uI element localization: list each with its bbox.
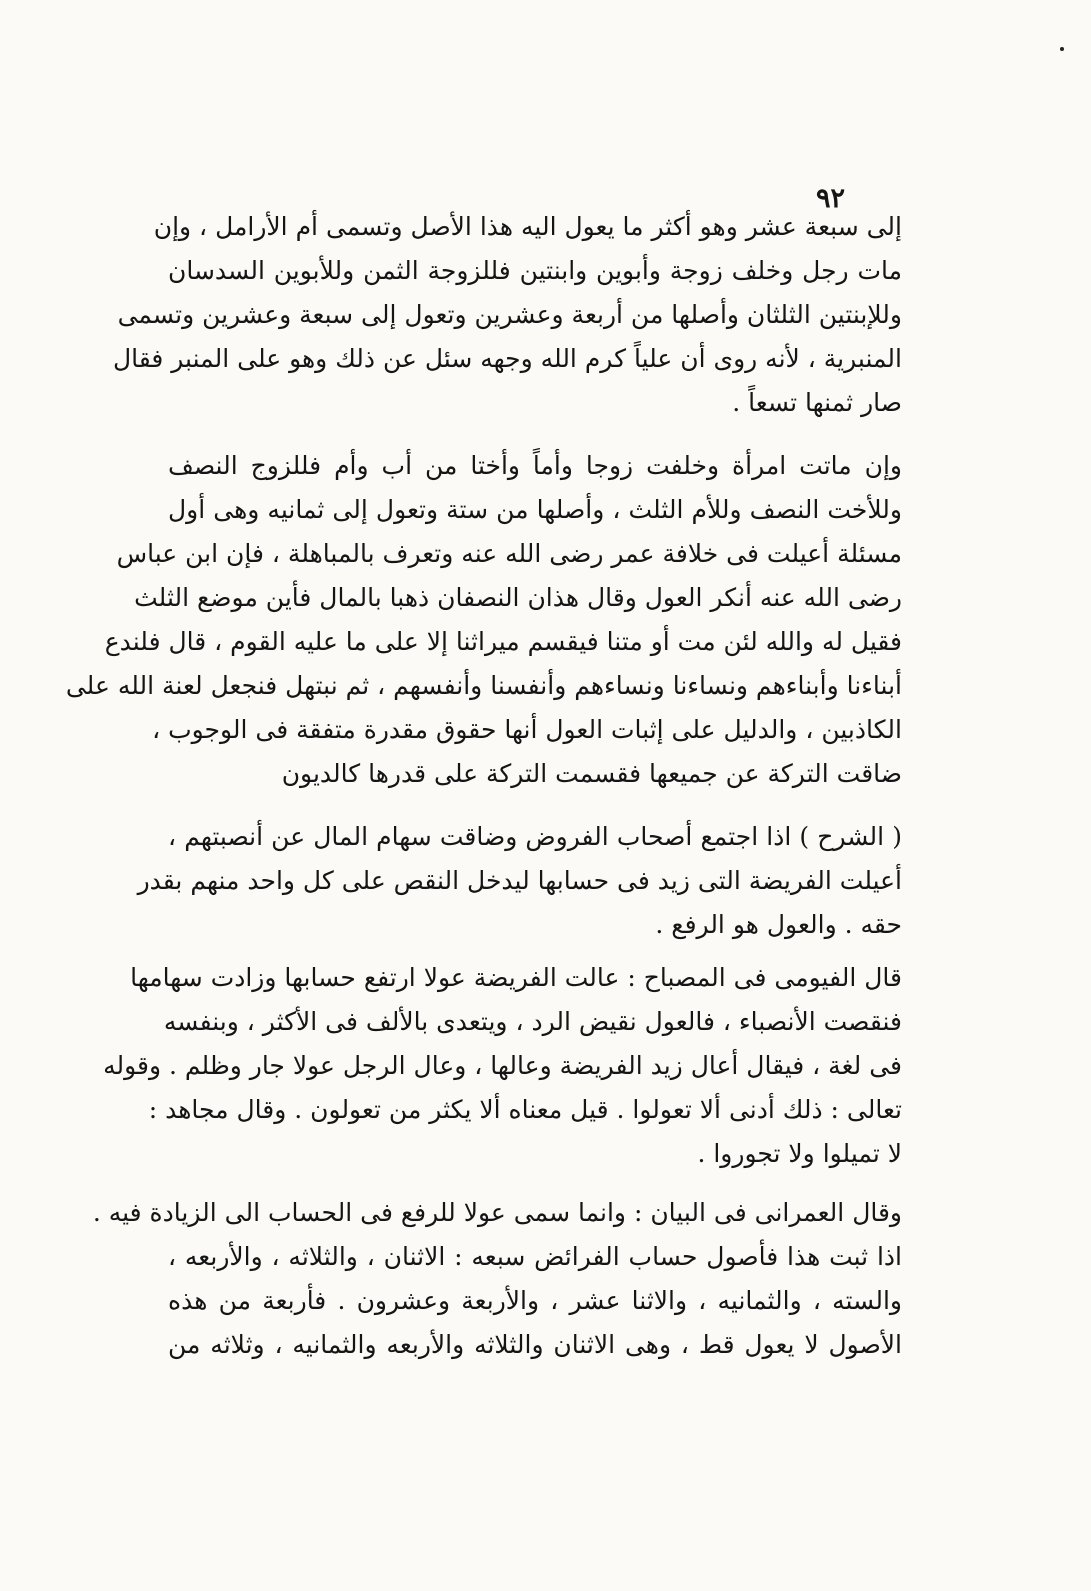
text-line: تعالى : ذلك أدنى ألا تعولوا . قيل معناه ألا يكثر من تعولون . وقال مجاهد : <box>148 1095 902 1124</box>
text-line: قال الفيومى فى المصباح : عالت الفريضة عولا ارتفع حسابها وزادت سهامها <box>130 963 902 992</box>
paragraph-5 <box>92 1191 902 1367</box>
paragraph-2 <box>65 444 902 796</box>
paragraph-3 <box>137 815 902 947</box>
text-line: المنبرية ، لأنه روى أن علياً كرم الله وجهه سئل عن ذلك وهو على المنبر فقال <box>112 344 902 373</box>
text-line: ضاقت التركة عن جميعها فقسمت التركة على قدرها كالديون <box>281 759 902 788</box>
page-number: ٩٢ <box>816 183 846 214</box>
text-line: لا تميلوا ولا تجوروا . <box>697 1139 902 1168</box>
scan-speck <box>1060 47 1064 51</box>
paragraph-1 <box>112 205 902 425</box>
text-line: اذا ثبت هذا فأصول حساب الفرائض سبعه : الاثنان ، والثلاثه ، والأربعه ، <box>168 1242 902 1271</box>
text-line: وللإبنتين الثلثان وأصلها من أربعة وعشرين وتعول إلى سبعة وعشرين وتسمى <box>117 300 902 329</box>
text-line: مسئلة أعيلت فى خلافة عمر رضى الله عنه وتعرف بالمباهلة ، فإن ابن عباس <box>116 539 902 568</box>
text-line: الأصول لا يعول قط ، وهى الاثنان والثلاثه والأربعه والثمانيه ، وثلاثه من <box>168 1330 902 1359</box>
text-line: حقه . والعول هو الرفع . <box>655 910 902 939</box>
text-line: والسته ، والثمانيه ، والاثنا عشر ، والأربعة وعشرون . فأربعة من هذه <box>168 1286 902 1315</box>
text-line: الكاذبين ، والدليل على إثبات العول أنها حقوق مقدرة متفقة فى الوجوب ، <box>152 715 902 744</box>
text-line: صار ثمنها تسعاً . <box>732 388 902 417</box>
text-line: وقال العمرانى فى البيان : وانما سمى عولا للرفع فى الحساب الى الزيادة فيه . <box>92 1198 902 1227</box>
paragraph-4 <box>103 956 902 1176</box>
text-line: فى لغة ، فيقال أعال زيد الفريضة وعالها ، وعال الرجل عولا جار وظلم . وقوله <box>103 1051 902 1080</box>
text-line: أعيلت الفريضة التى زيد فى حسابها ليدخل النقص على كل واحد منهم بقدر <box>137 866 902 895</box>
text-line: وإن ماتت امرأة وخلفت زوجا وأماً وأختا من أب وأم فللزوج النصف <box>168 451 902 480</box>
text-line: فنقصت الأنصباء ، فالعول نقيض الرد ، ويتعدى بالألف فى الأكثر ، وبنفسه <box>163 1007 902 1036</box>
text-line: رضى الله عنه أنكر العول وقال هذان النصفان ذهبا بالمال فأين موضع الثلث <box>134 583 902 612</box>
text-line: ( الشرح ) اذا اجتمع أصحاب الفروض وضاقت سهام المال عن أنصبتهم ، <box>168 822 902 851</box>
text-line: مات رجل وخلف زوجة وأبوين وابنتين فللزوجة الثمن وللأبوين السدسان <box>168 256 902 285</box>
text-line: وللأخت النصف وللأم الثلث ، وأصلها من ستة وتعول إلى ثمانيه وهى أول <box>168 495 902 524</box>
text-line: فقيل له والله لئن مت أو متنا فيقسم ميراثنا إلا على ما عليه القوم ، قال فلندع <box>104 627 902 656</box>
text-line: إلى سبعة عشر وهو أكثر ما يعول اليه هذا الأصل وتسمى أم الأرامل ، وإن <box>153 212 902 241</box>
text-line: أبناءنا وأبناءهم ونساءنا ونساءهم وأنفسنا وأنفسهم ، ثم نبتهل فنجعل لعنة الله على <box>65 671 902 700</box>
